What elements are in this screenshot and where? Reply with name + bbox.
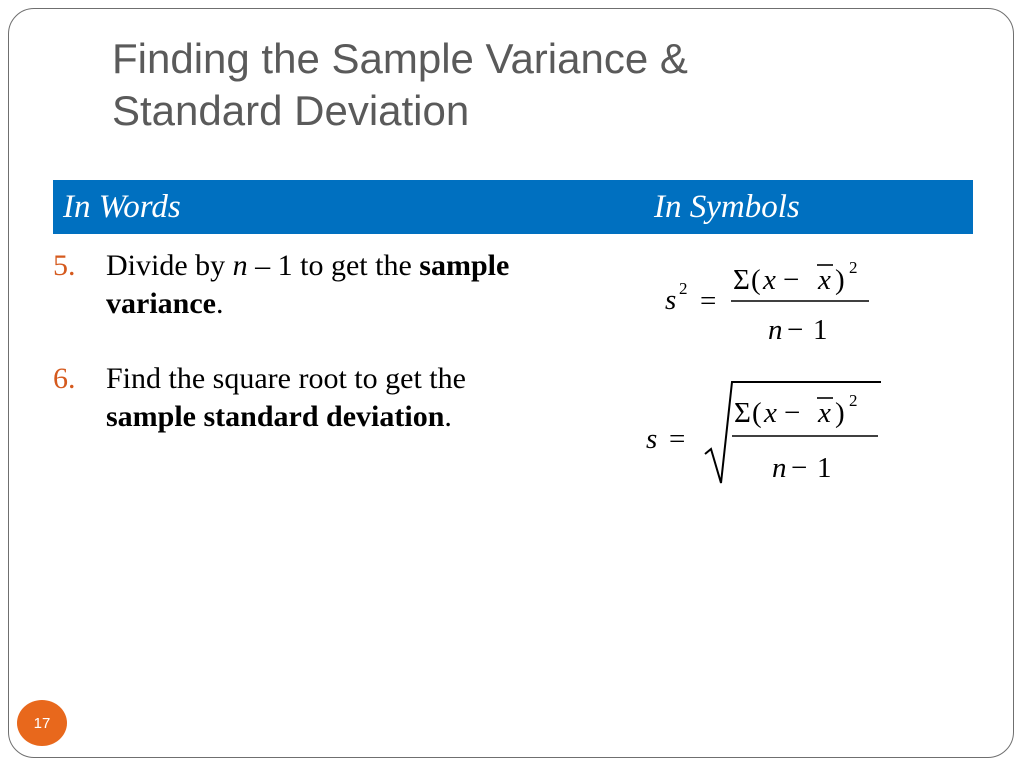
variance-lhs-exponent: 2 [679,279,688,298]
std-dev-equals: = [669,423,686,455]
slide-title [112,33,912,137]
variance-exponent: 2 [849,258,858,277]
variance-equals: = [700,285,717,317]
page-number-badge: 17 [17,700,67,746]
std-dev-den-one: 1 [817,452,832,484]
std-dev-minus: − [784,397,801,429]
step-6-bold-term: sample standard deviation [106,400,445,433]
step-6-text [106,360,526,436]
step-5-bold-term: sample variance [106,249,510,320]
std-dev-sigma: Σ [734,397,751,429]
step-5-number: 5. [53,249,76,282]
std-dev-exponent: 2 [849,391,858,410]
variance-den-one: 1 [813,314,828,346]
slide-title-line-2: Standard Deviation [112,87,470,134]
variance-close-paren: ) [835,264,845,296]
header-in-words: In Words [63,189,181,225]
variance-x: x [763,264,776,296]
std-dev-x: x [764,397,777,429]
std-dev-formula [636,378,886,495]
slide-title-line-1: Finding the Sample Variance & [112,35,688,82]
variance-open-paren: ( [751,264,761,296]
std-dev-lhs-s: s [646,423,658,455]
table-header-bar [53,180,973,234]
variance-formula [655,252,885,357]
step-5-period: . [215,287,224,320]
variance-sigma: Σ [733,264,750,296]
step-6-text-a: Find the square root to get the [106,362,466,395]
step-5-text [106,247,526,323]
std-dev-close-paren: ) [835,397,845,429]
step-5-var-n: n [232,249,248,282]
step-6-period: . [444,400,452,433]
variance-lhs-s: s [665,284,677,316]
variance-minus: − [783,264,800,296]
std-dev-den-minus: − [791,452,808,484]
step-6-number: 6. [53,362,76,395]
variance-xbar: x [818,264,831,296]
header-in-symbols: In Symbols [654,189,800,225]
std-dev-open-paren: ( [752,397,762,429]
step-5-text-a: Divide by [106,249,233,282]
std-dev-den-n: n [772,452,787,484]
step-5-text-b: – 1 to get the [247,249,420,282]
std-dev-xbar: x [818,397,831,429]
variance-den-n: n [768,314,783,346]
variance-den-minus: − [787,314,804,346]
